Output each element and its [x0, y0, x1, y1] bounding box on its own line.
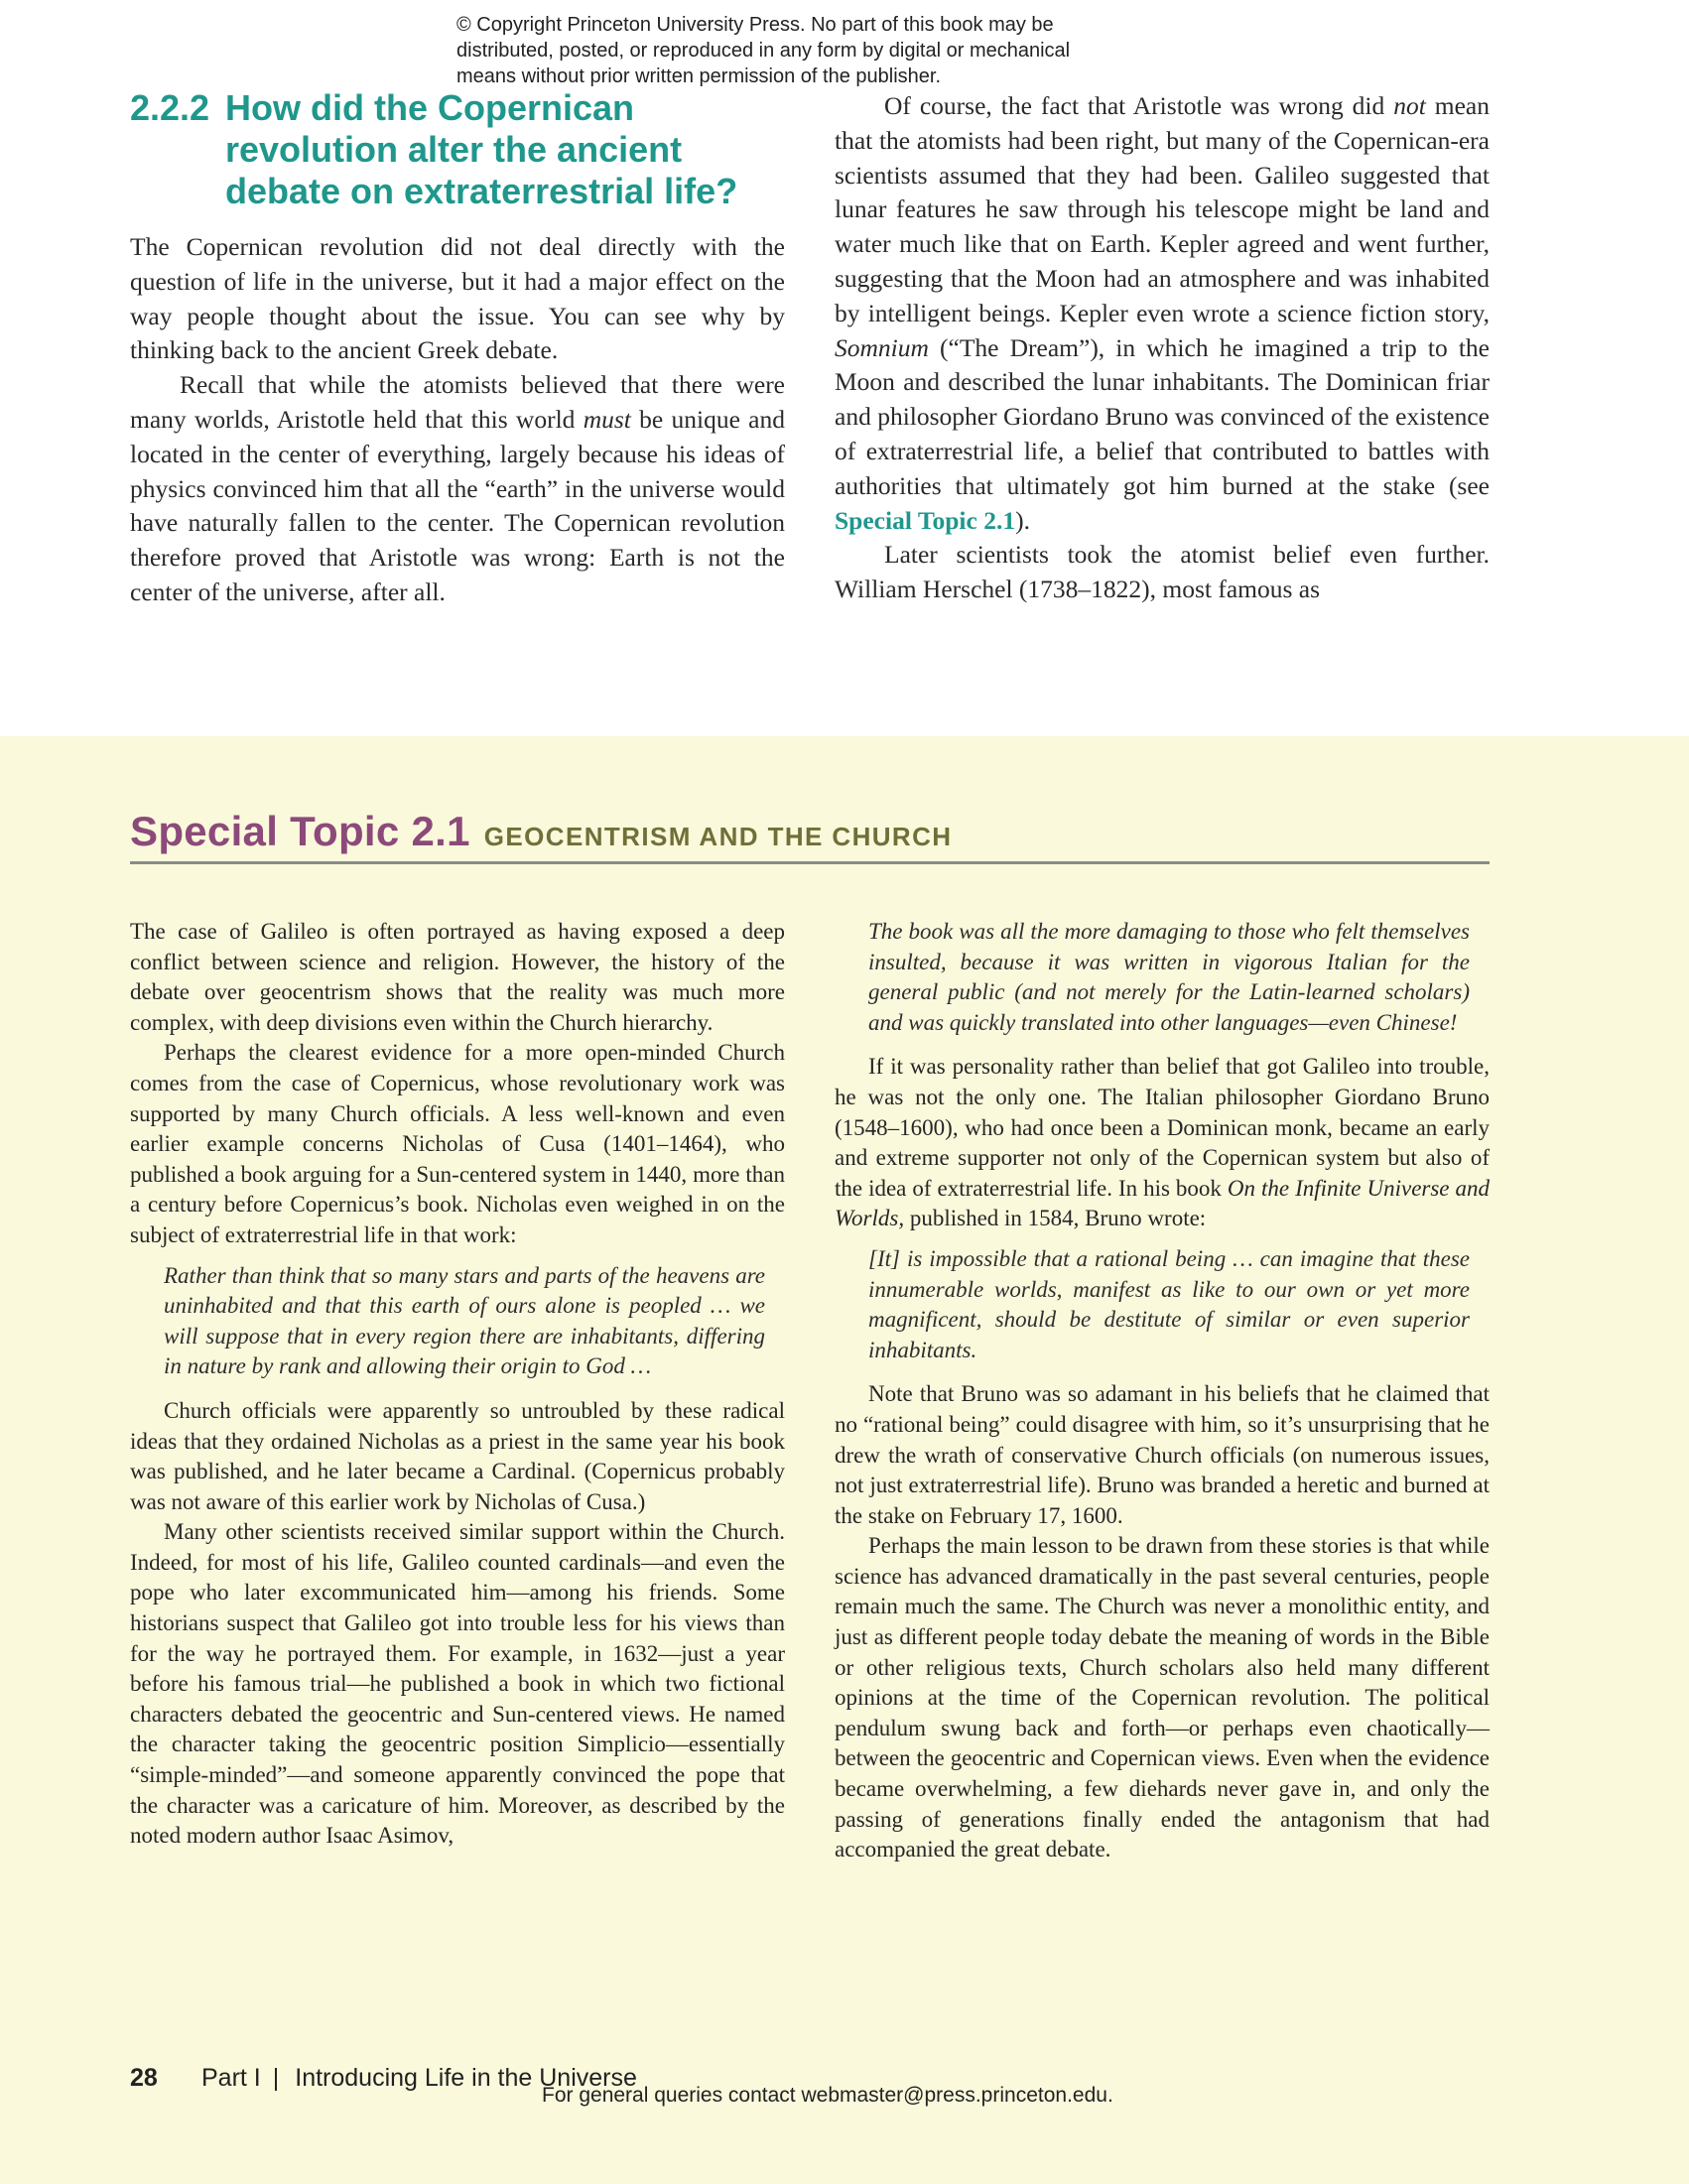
topic-paragraph: Perhaps the main lesson to be drawn from these stories is that while science has advanced dramatically in the past several centuries, people remain much the same. The Church was never a monolithic entity, and just as different people today debate the meaning of words in the Bible or other religious texts, Church scholars also held many different opinions at the time of the Copernican revolution. The political pendulum swung back and forth—or perhaps even chaotically—between the geocentric and Copernican views. Even when the evidence became overwhelming, a few diehards never gave in, and only the passing of generations finally ended the antagonism that had accompanied the great debate. [835, 1533, 1490, 1863]
right-paragraph-2: Later scientists took the atomist belief even further. William Herschel (1738–1822), most famous as [835, 540, 1490, 604]
section-heading [130, 87, 785, 212]
section-paragraph-2: Recall that while the atomists believed that there were many worlds, Aristotle held that this world must be unique and located in the center of everything, largely because his ideas of physics convinced him that all the “earth” in the universe would have naturally fallen to the center. The Copernican revolution therefore proved that Aristotle was wrong: Earth is not the center of the universe, after all. [130, 370, 785, 606]
topic-paragraph: The case of Galileo is often portrayed as having exposed a deep conflict between science and religion. However, the history of the debate over geocentrism shows that the reality was much more complex, with deep divisions even within the Church hierarchy. [130, 919, 785, 1035]
top-left-column [130, 87, 785, 610]
top-right-column [835, 89, 1490, 607]
special-topic-right-column [835, 917, 1490, 1865]
special-topic-link[interactable]: Special Topic 2.1 [835, 505, 1016, 535]
special-topic-title: GEOCENTRISM AND THE CHURCH [483, 822, 953, 851]
copyright-line-1: © Copyright Princeton University Press. No part of this book may be [456, 14, 1054, 36]
block-quote: [It] is impossible that a rational being … can imagine that these innumerable worlds, manifest as like to our own or yet more magnificent, should be destitute of similar or even superior inhabitants. [868, 1245, 1470, 1362]
topic-paragraph: Church officials were apparently so untroubled by these radical ideas that they ordained Nicholas as a priest in the same year his book was published, and he later became a Cardinal. (Copernicus probably was not aware of this earlier work by Nicholas of Cusa.) [130, 1397, 785, 1514]
right-paragraph-1: Of course, the fact that Aristotle was wrong did not mean that the atomists had been right, but many of the Copernican-era scientists assumed that they had been. Galileo suggested that lunar features he saw through his telescope might be land and water much like that on Earth. Kepler agreed and went further, suggesting that the Moon had an atmosphere and was inhabited by intelligent beings. Kepler even wrote a science fiction story, Somnium (“The Dream”), in which he imagined a trip to the Moon and described the lunar inhabitants. The Dominican friar and philosopher Giordano Bruno was convinced of the existence of extraterrestrial life, a belief that contributed to battles with authorities that ultimately got him burned at the stake (see Special Topic 2.1). [835, 91, 1490, 535]
part-title: Introducing Life in the Universe [295, 2064, 637, 2092]
page-number: 28 [130, 2064, 158, 2092]
section-paragraph-1: The Copernican revolution did not deal directly with the question of life in the universe, but it had a major effect on the way people thought about the issue. You can see why by thinking back to the ancient Greek debate. [130, 232, 785, 365]
copyright-line-2: distributed, posted, or reproduced in any form by digital or mechanical [456, 40, 1071, 62]
footer-separator: | [272, 2064, 280, 2092]
special-topic-box [0, 736, 1689, 2184]
block-quote: The book was all the more damaging to those who felt themselves insulted, because it was written in vigorous Italian for the general public (and not merely for the Latin-learned scholars) and was quickly translated into other languages—even Chinese! [868, 919, 1470, 1035]
block-quote: Rather than think that so many stars and parts of the heavens are uninhabited and that this earth of ours alone is peopled … we will suppose that in every region there are inhabitants, differing in nature by rank and allowing their origin to God … [164, 1262, 765, 1379]
contact-notice: For general queries contact webmaster@press.princeton.edu. [542, 2084, 1113, 2107]
topic-paragraph: Note that Bruno was so adamant in his beliefs that he claimed that no “rational being” could disagree with him, so it’s unsurprising that he drew the wrath of conservative Church officials (on numerous issues, not just extraterrestrial life). Bruno was branded a heretic and burned at the stake on February 17, 1600. [835, 1381, 1490, 1528]
copyright-line-3: means without prior written permission of the publisher. [456, 65, 942, 87]
part-label: Part I [201, 2064, 261, 2092]
section-number: 2.2.2 [130, 87, 210, 128]
topic-paragraph: If it was personality rather than belief that got Galileo into trouble, he was not the only one. The Italian philosopher Giordano Bruno (1548–1600), who had once been a Dominican monk, became an early and extreme supporter not only of the Copernican system but also of the idea of extraterrestrial life. In his book On the Infinite Universe and Worlds, published in 1584, Bruno wrote: [835, 1054, 1490, 1231]
section-title: How did the Copernican revolution alter the ancient debate on extraterrestrial life? [225, 87, 738, 211]
topic-paragraph: Many other scientists received similar support within the Church. Indeed, for most of his life, Galileo counted cardinals—and even the pope who later excommunicated him—among his friends. Some historians suspect that Galileo got into trouble less for his views than for the way he portrayed them. For example, in 1632—just a year before his famous trial—he published a book in which two fictional characters debated the geocentric and Sun-centered views. He named the character taking the geocentric position Simplicio—essentially “simple-minded”—and someone apparently convinced the pope that the character was a caricature of him. Moreover, as described by the noted modern author Isaac Asimov, [130, 1519, 785, 1849]
copyright-notice [456, 12, 1171, 89]
topic-paragraph: Perhaps the clearest evidence for a more open-minded Church comes from the case of Copernicus, whose revolutionary work was supported by many Church officials. A less well-known and even earlier example concerns Nicholas of Cusa (1401–1464), who published a book arguing for a Sun-centered system in 1440, more than a century before Copernicus’s book. Nicholas even weighed in on the subject of extraterrestrial life in that work: [130, 1040, 785, 1247]
special-topic-label: Special Topic 2.1 [130, 808, 470, 854]
special-topic-header [130, 808, 1490, 864]
special-topic-left-column [130, 917, 785, 1852]
